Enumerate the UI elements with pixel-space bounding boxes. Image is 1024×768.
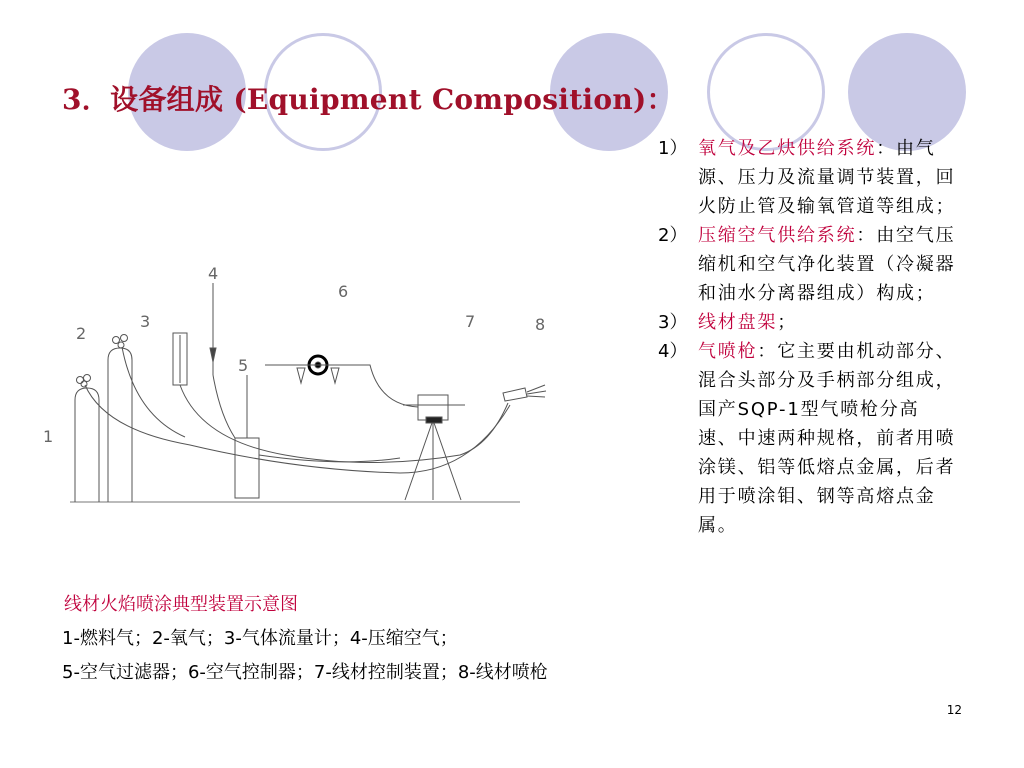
component-desc: ； — [777, 312, 798, 333]
component-name: 氧气及乙炔供给系统 — [698, 138, 877, 159]
diagram-label-2: 2 — [76, 324, 87, 343]
diagram-label-4: 4 — [208, 264, 219, 283]
component-name: 气喷枪 — [698, 341, 758, 362]
diagram-label-7: 7 — [465, 312, 476, 331]
component-number: 2） — [658, 225, 688, 246]
component-item-3 — [658, 308, 968, 337]
diagram-label-6: 6 — [338, 282, 349, 301]
diagram-label-8: 8 — [535, 315, 546, 334]
component-desc: ：由气源、压力及流量调节装置，回火防止管及输氧管道等组成； — [698, 138, 956, 217]
diagram-label-3: 3 — [140, 312, 151, 331]
diagram-label-1: 1 — [43, 427, 54, 446]
page-number: 12 — [946, 703, 962, 717]
component-number: 1） — [658, 138, 688, 159]
component-number: 3） — [658, 312, 688, 333]
component-name: 压缩空气供给系统 — [698, 225, 857, 246]
component-item-1 — [658, 134, 968, 221]
component-name: 线材盘架 — [698, 312, 778, 333]
figure-legend-line-1: 1-燃料气；2-氧气；3-气体流量计；4-压缩空气； — [62, 628, 458, 649]
component-desc: ：它主要由机动部分、混合头部分及手柄部分组成，国产SQP-1型气喷枪分高速、中速两种规格，前者用喷涂镁、铝等低熔点金属，后者用于喷涂钼、钢等高熔点金属。 — [698, 341, 956, 536]
slide-title: 3．设备组成 (Equipment Composition)： — [62, 83, 675, 116]
component-item-4 — [658, 337, 968, 540]
figure-caption: 线材火焰喷涂典型装置示意图 — [64, 594, 298, 615]
diagram-label-5: 5 — [238, 356, 249, 375]
component-list — [658, 134, 968, 540]
equipment-diagram — [40, 255, 560, 510]
component-item-2 — [658, 221, 968, 308]
figure-legend-line-2: 5-空气过滤器；6-空气控制器；7-线材控制装置；8-线材喷枪 — [62, 662, 548, 683]
component-desc: ：由空气压缩机和空气净化装置（冷凝器和油水分离器组成）构成； — [698, 225, 956, 304]
component-number: 4） — [658, 341, 688, 362]
